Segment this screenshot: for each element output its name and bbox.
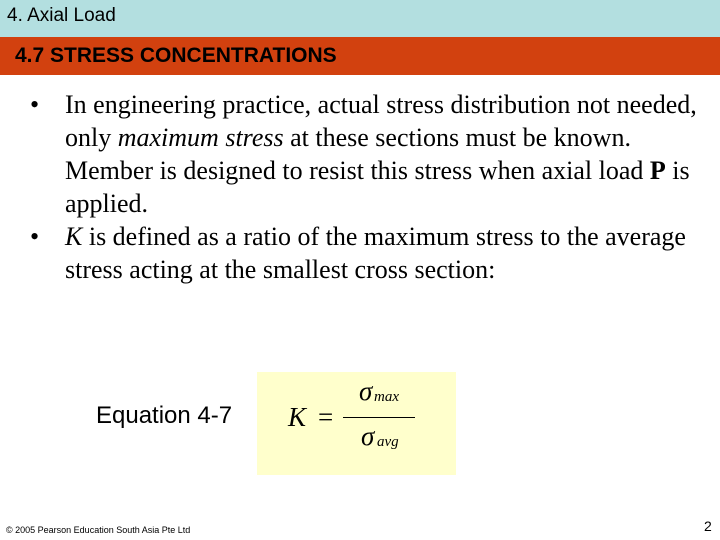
equation-denominator: σ xyxy=(361,421,375,451)
equation-numerator: σ xyxy=(359,376,373,406)
bullet-1-bold: P xyxy=(649,156,666,185)
bullet-dot-icon: • xyxy=(30,222,40,251)
bullet-2-k: K xyxy=(65,222,83,251)
equation-denominator-subscript: avg xyxy=(377,434,399,450)
equation-box xyxy=(257,372,456,475)
section-title-bar xyxy=(0,37,720,75)
section-title: 4.7 STRESS CONCENTRATIONS xyxy=(15,44,337,67)
bullet-2-text: is defined as a ratio of the maximum stress to the average stress acting at the smallest cross section: xyxy=(65,222,686,284)
copyright-notice: © 2005 Pearson Education South Asia Pte Ltd xyxy=(6,525,191,535)
chapter-title: 4. Axial Load xyxy=(7,5,116,26)
page-number: 2 xyxy=(704,518,712,534)
bullet-1-text-c: is applied. xyxy=(65,156,690,218)
bullet-list xyxy=(30,88,700,286)
equation-equals: = xyxy=(318,402,334,432)
equation-lhs: K xyxy=(288,402,307,432)
bullet-1-text-a: In engineering practice, actual stress distribution not needed, only xyxy=(65,90,697,152)
bullet-1-text-b: at these sections must be known. Member is designed to resist this stress when axial load xyxy=(65,123,650,185)
bullet-1-emphasis: maximum stress xyxy=(117,123,284,152)
bullet-item-1 xyxy=(30,88,700,220)
bullet-item-2 xyxy=(30,220,700,286)
header-bar xyxy=(0,0,720,37)
bullet-dot-icon: • xyxy=(30,90,40,119)
fraction-line xyxy=(343,417,415,418)
equation-label: Equation 4-7 xyxy=(96,402,233,429)
equation-numerator-subscript: max xyxy=(374,389,399,405)
